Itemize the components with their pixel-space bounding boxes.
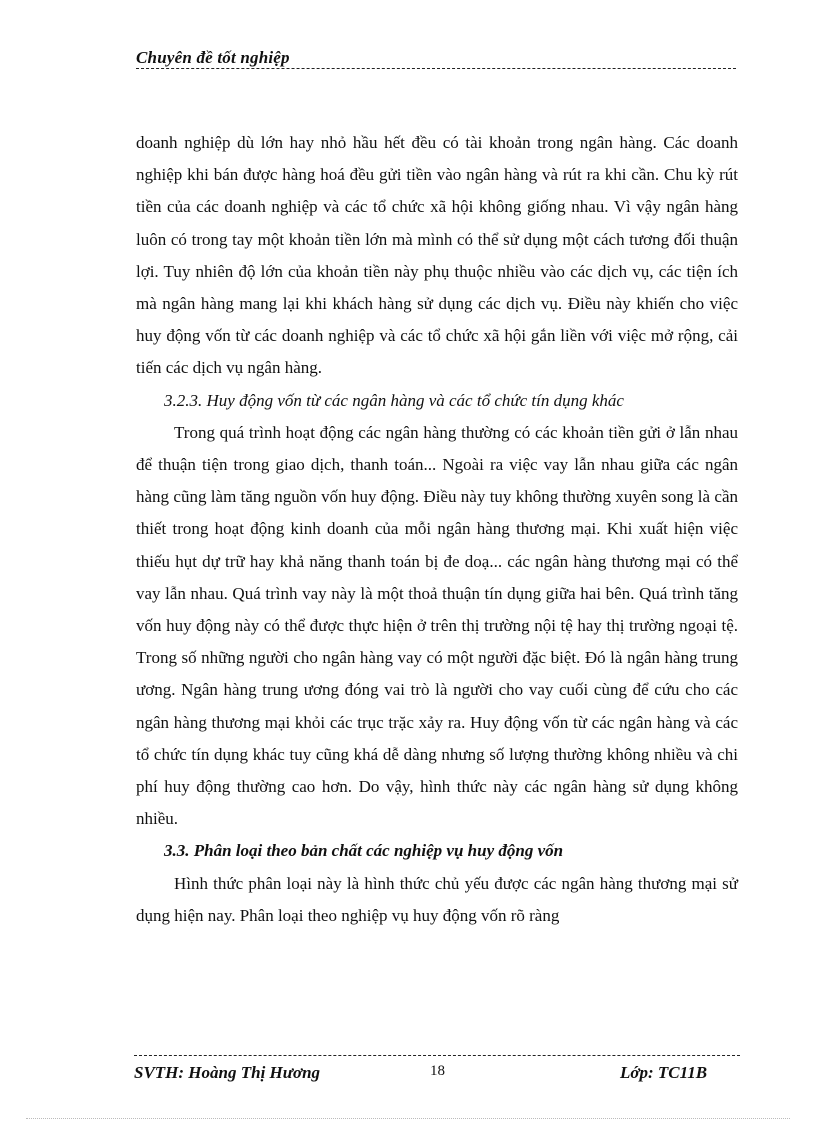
header-divider (136, 68, 736, 69)
paragraph-continuation: doanh nghiệp dù lớn hay nhỏ hầu hết đều có tài khoản trong ngân hàng. Các doanh nghiệp khi bán được hàng hoá đều gửi tiền vào ngân hàng và rút ra khi cần. Chu kỳ rút tiền của các doanh nghiệp và các tổ chức xã hội không giống nhau. Vì vậy ngân hàng luôn có trong tay một khoản tiền lớn mà mình có thể sử dụng một cách tương đối thuận lợi. Tuy nhiên độ lớn của khoản tiền này phụ thuộc nhiều vào các dịch vụ, các tiện ích mà ngân hàng mang lại khi khách hàng sử dụng các dịch vụ. Điều này khiến cho việc huy động vốn từ các doanh nghiệp và các tổ chức xã hội gắn liền với việc mở rộng, cải tiến các dịch vụ ngân hàng. (136, 133, 738, 378)
document-body (136, 127, 738, 932)
footer-divider (134, 1055, 740, 1056)
page-header (136, 44, 736, 74)
header-title: Chuyên đề tốt nghiệp (136, 48, 298, 68)
page-edge-divider (26, 1118, 790, 1119)
paragraph-interbank: Trong quá trình hoạt động các ngân hàng thường có các khoản tiền gửi ở lẫn nhau để thuận tiện trong giao dịch, thanh toán... Ngoài ra việc vay lẫn nhau giữa các ngân hàng cũng làm tăng nguồn vốn huy động. Điều này tuy không thường xuyên song là cần thiết trong hoạt động kinh doanh của mỗi ngân hàng thương mại. Khi xuất hiện việc thiếu hụt dự trữ hay khả năng thanh toán bị đe doạ... các ngân hàng thương mại có thể vay lẫn nhau. Quá trình vay này là một thoả thuận tín dụng giữa hai bên. Quá trình tăng vốn huy động này có thể được thực hiện ở trên thị trường nội tệ hay thị trường ngoại tệ. Trong số những người cho ngân hàng vay có một người đặc biệt. Đó là ngân hàng trung ương. Ngân hàng trung ương đóng vai trò là người cho vay cuối cùng để cứu cho các ngân hàng thương mại khỏi các trục trặc xảy ra. Huy động vốn từ các ngân hàng và các tổ chức tín dụng khác tuy cũng khá dễ dàng nhưng số lượng thường không nhiều và chi phí huy động thường cao hơn. Do vậy, hình thức này các ngân hàng sử dụng không nhiều. (136, 422, 738, 829)
paragraph-classification: Hình thức phân loại này là hình thức chủ yếu được các ngân hàng thương mại sử dụng hiện nay. Phân loại theo nghiệp vụ huy động vốn rõ ràng (136, 873, 738, 925)
page-number: 18 (430, 1063, 445, 1079)
subsection-heading: 3.2.3. Huy động vốn từ các ngân hàng và các tổ chức tín dụng khác (164, 390, 624, 410)
footer-student-name: SVTH: Hoàng Thị Hương (134, 1063, 321, 1082)
footer-class: Lớp: TC11B (620, 1063, 708, 1082)
section-heading: 3.3. Phân loại theo bản chất các nghiệp vụ huy động vốn (164, 841, 564, 861)
